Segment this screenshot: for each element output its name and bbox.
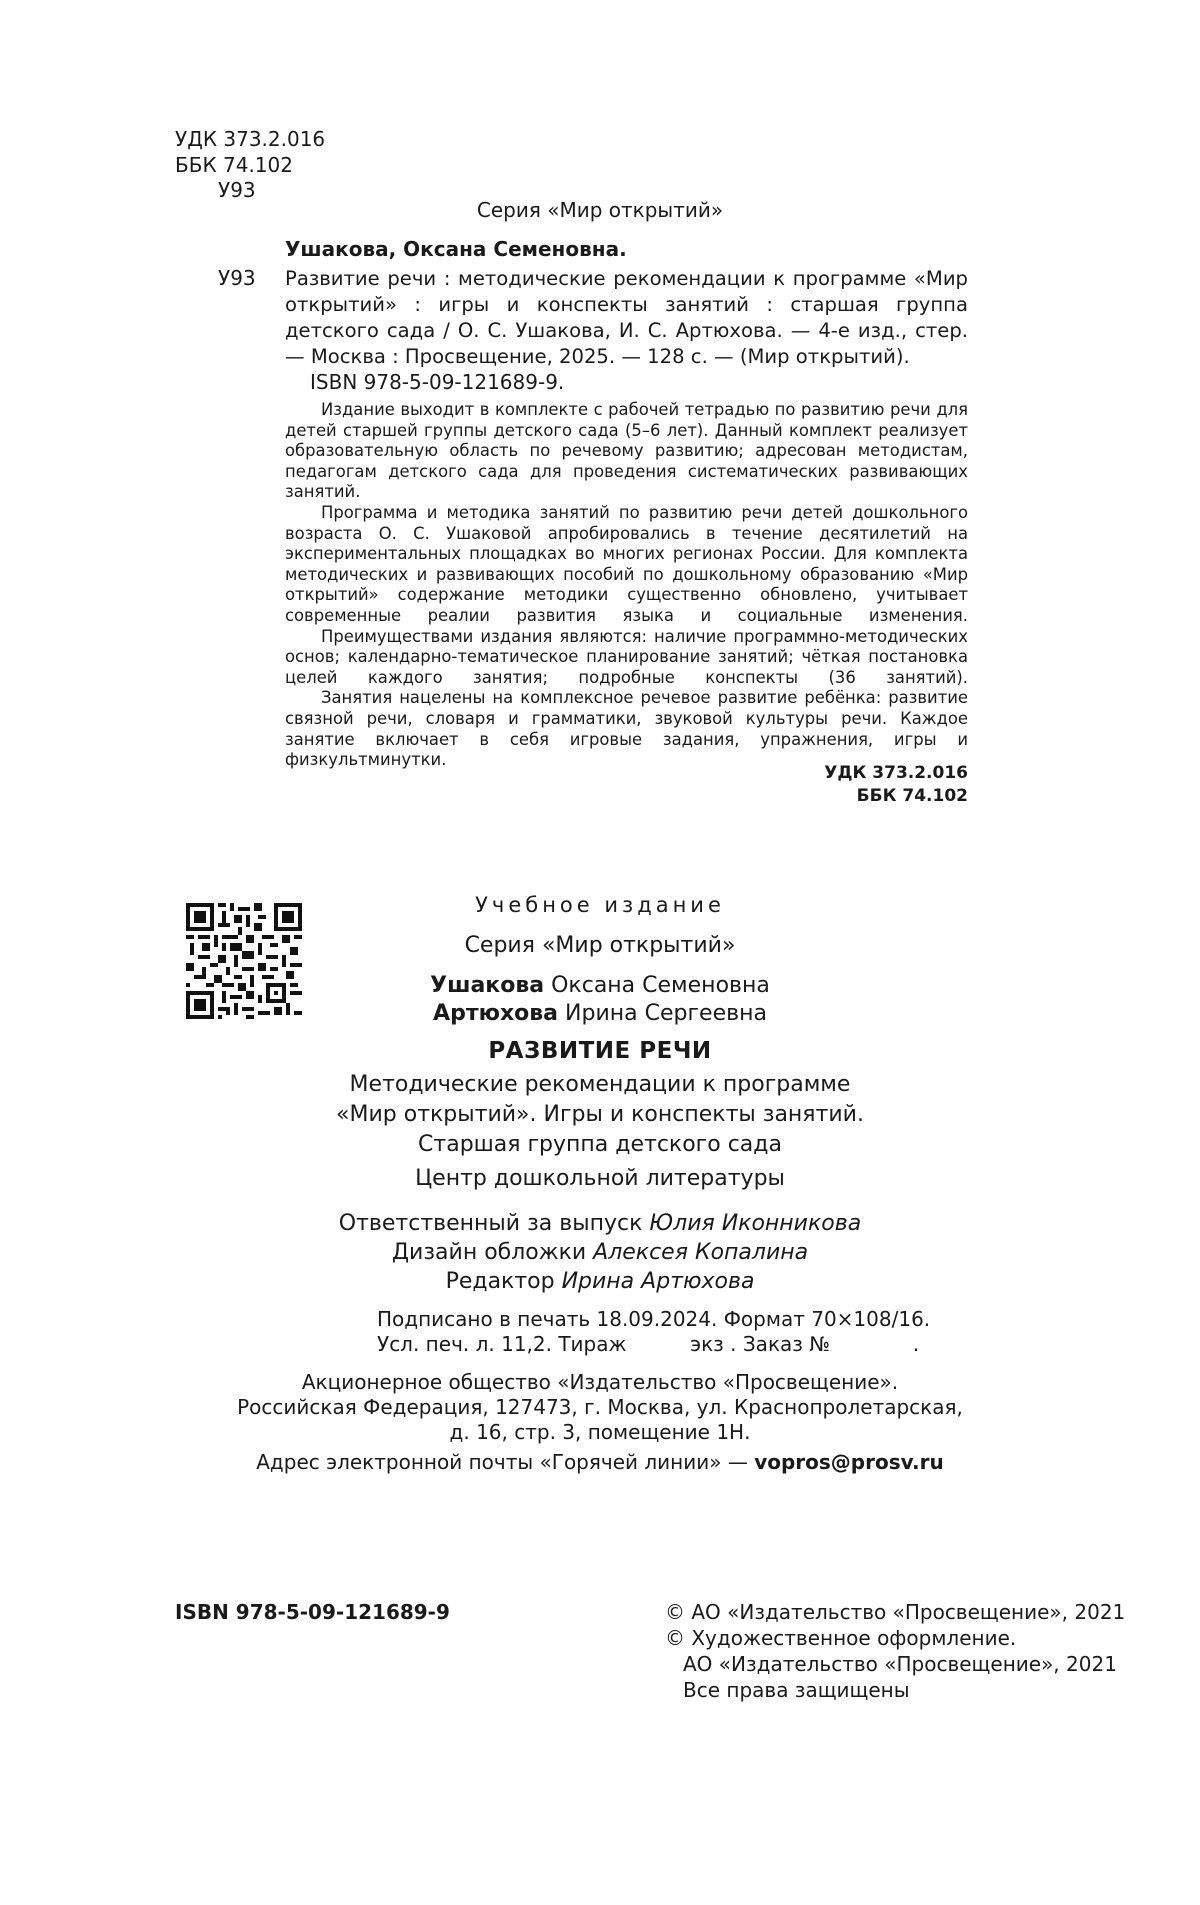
subtitle-line: Методические рекомендации к программе (349, 1072, 851, 1097)
imprint-series: Серия «Мир открытий» (464, 933, 736, 958)
hotline-email (0, 1450, 1200, 1475)
author-given-name: Ирина Сергеевна (558, 1001, 767, 1026)
print-line: Подписано в печать 18.09.2024. Формат 70×108/16. (377, 1307, 931, 1331)
copyright-line: Все права защищены (683, 1678, 910, 1702)
cover-design-line (0, 1240, 1200, 1265)
literature-center: Центр дошкольной литературы (415, 1166, 785, 1191)
abstract-paragraph: Преимуществами издания являются: наличие программно-методических основ; календарно-тематическое планирование занятий; чёткая постановка целей каждого занятия; подробные конспекты (36 занятий). (285, 626, 968, 687)
bib-author-mark: У93 (218, 266, 256, 290)
bib-description: Развитие речи : методические рекомендации к программе «Мир открытий» : игры и конспекты занятий : старшая группа детского сада / О. С. Ушакова, И. С. Артюхова. — 4-е изд., стер. — Москва : Просвещение, 2025. — 128 с. — (Мир открытий). (285, 267, 968, 368)
abstract-paragraph: Программа и методика занятий по развитию речи детей дошкольного возраста О. С. Ушаковой апробировались в течение десятилетий на экспериментальных площадках во многих регионах России. Для комплекта методических и развивающих пособий по дошкольному образованию «Мир открытий» содержание методики существенно обновлено, учитывает современные реалии развития языка и социальные изменения. (285, 502, 968, 625)
print-info (377, 1307, 930, 1357)
cover-design-name: Алексея Копалина (593, 1240, 809, 1265)
bbk-code: ББК 74.102 (175, 153, 293, 177)
email-address: vopros@prosv.ru (754, 1450, 944, 1474)
author-surname: Ушакова (430, 973, 545, 998)
subtitle-line: Старшая группа детского сада (418, 1132, 782, 1157)
editor-label: Редактор (445, 1269, 562, 1294)
print-line: Усл. печ. л. 11,2. Тираж экз . Заказ № . (377, 1332, 920, 1356)
imprint-label: Учебное издание (475, 893, 725, 917)
copyright-block (665, 1599, 1125, 1703)
publisher-line: Акционерное общество «Издательство «Просвещение». (301, 1370, 899, 1394)
subtitle-line: «Мир открытий». Игры и конспекты занятий. (336, 1102, 864, 1127)
author-surname: Артюхова (433, 1001, 559, 1026)
abstract (285, 400, 968, 771)
cover-design-label: Дизайн обложки (391, 1240, 594, 1265)
copyright-line: АО «Издательство «Просвещение», 2021 (683, 1652, 1117, 1676)
author-mark: У93 (218, 178, 256, 202)
editor-name: Ирина Артюхова (561, 1269, 755, 1294)
abstract-paragraph: Издание выходит в комплекте с рабочей тетрадью по развитию речи для детей старшей группы детского сада (5–6 лет). Данный комплект реализует образовательную область по речевому развитию; адресован методистам, педагогам детского сада для проведения систематических развивающих занятий. (285, 400, 968, 502)
responsible-label: Ответственный за выпуск (338, 1211, 650, 1236)
bbk-code-bottom: ББК 74.102 (856, 786, 968, 806)
email-label: Адрес электронной почты «Горячей линии» — (256, 1450, 755, 1474)
responsible-line (0, 1211, 1200, 1236)
author-given-name: Оксана Семеновна (544, 973, 770, 998)
publisher-address (0, 1370, 1200, 1445)
copyright-line: © АО «Издательство «Просвещение», 2021 (665, 1600, 1126, 1624)
copyright-line: © Художественное оформление. (665, 1626, 1017, 1650)
bottom-isbn: ISBN 978-5-09-121689-9 (175, 1600, 450, 1624)
bib-author: Ушакова, Оксана Семеновна. (285, 237, 627, 261)
editor-line (0, 1269, 1200, 1294)
book-title: РАЗВИТИЕ РЕЧИ (488, 1038, 712, 1064)
imprint-author-1 (0, 973, 1200, 998)
publisher-line: д. 16, стр. 3, помещение 1Н. (449, 1420, 751, 1444)
responsible-name: Юлия Иконникова (649, 1211, 862, 1236)
series-top: Серия «Мир открытий» (476, 198, 724, 222)
imprint-author-2 (0, 1001, 1200, 1026)
bib-isbn: ISBN 978-5-09-121689-9. (310, 370, 565, 394)
book-subtitle (0, 1070, 1200, 1160)
publisher-line: Российская Федерация, 127473, г. Москва, ул. Краснопролетарская, (237, 1395, 963, 1419)
udk-code: УДК 373.2.016 (175, 127, 326, 151)
udk-code-bottom: УДК 373.2.016 (824, 763, 968, 783)
abstract-paragraph: Занятия нацелены на комплексное речевое развитие ребёнка: развитие связной речи, словаря и грамматики, звуковой культуры речи. Каждое занятие включает в себя игровые задания, упражнения, игры и физкультминутки. (285, 688, 968, 770)
